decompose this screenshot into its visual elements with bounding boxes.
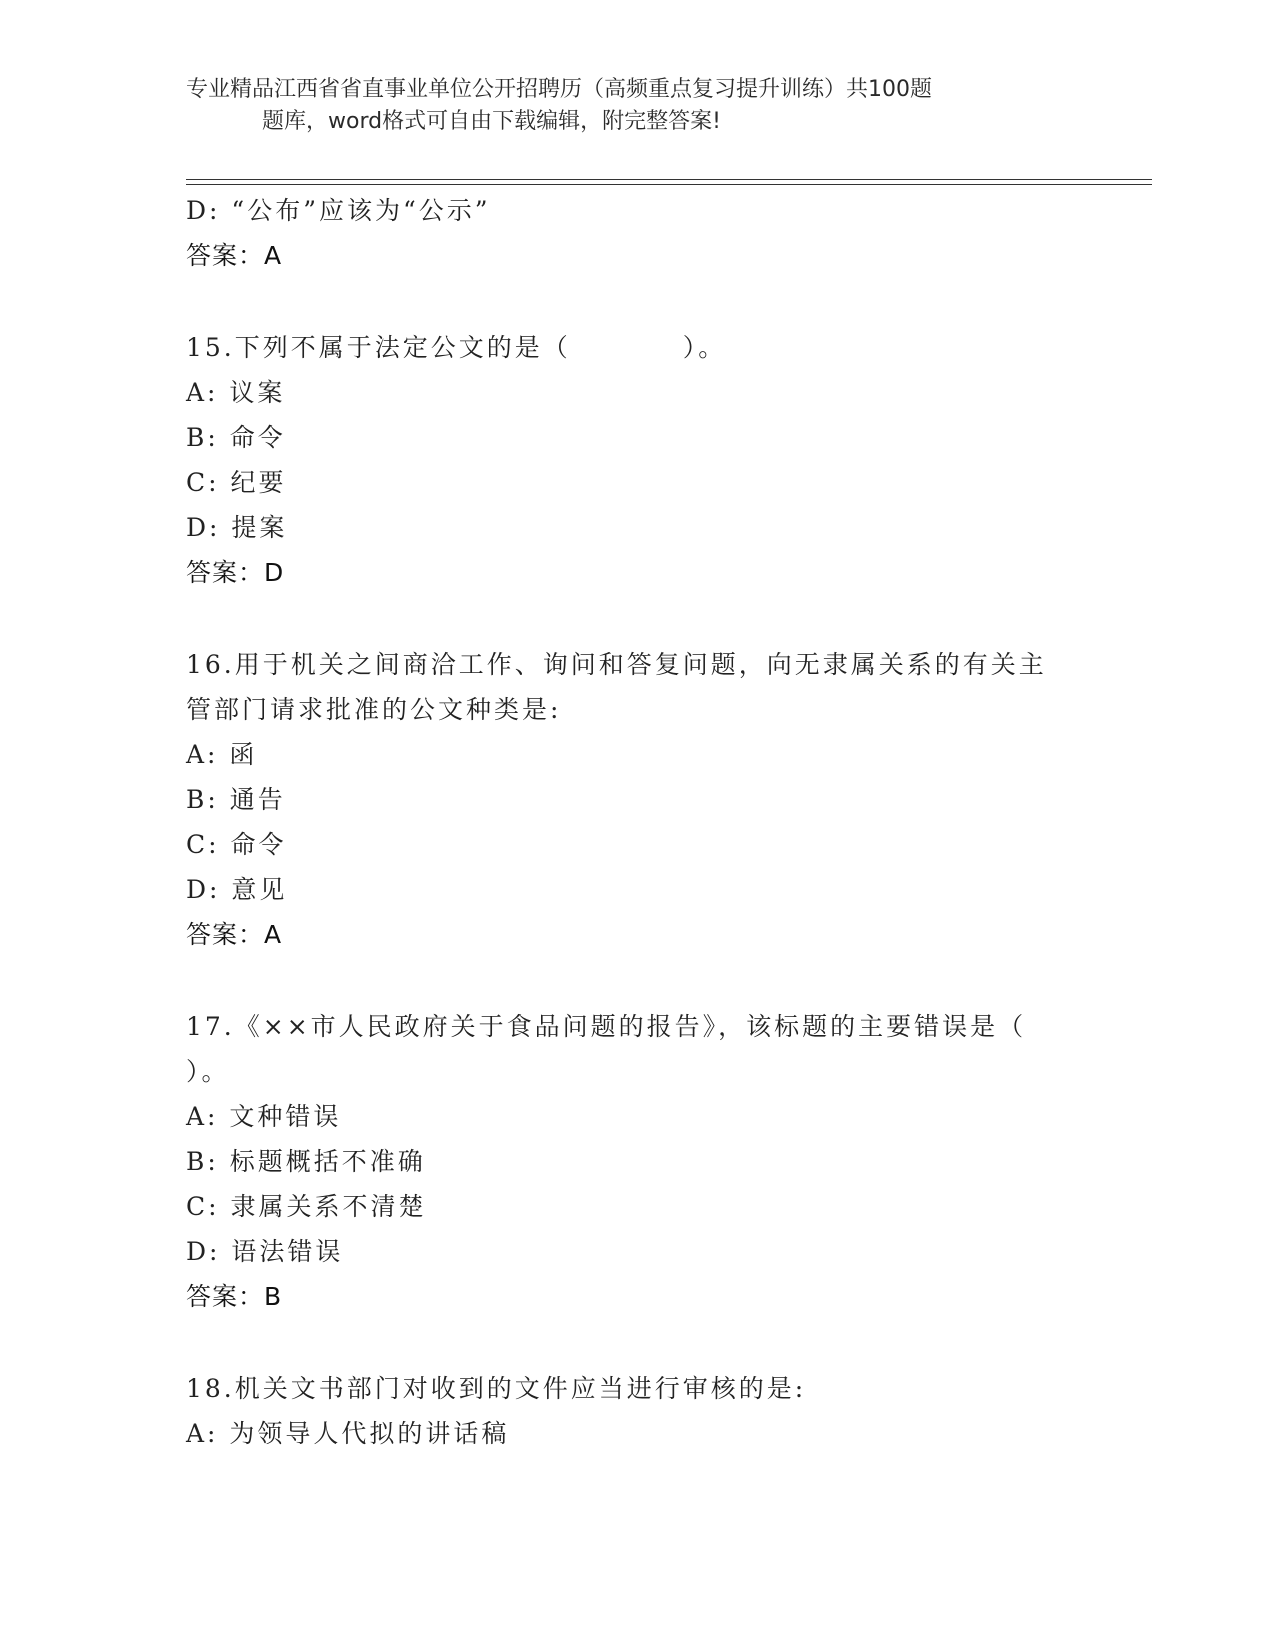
question-text: 15.下列不属于法定公文的是（ ）。 xyxy=(186,333,727,362)
document-header xyxy=(186,74,1066,138)
option-d: D: 语法错误 xyxy=(186,1237,344,1266)
option-c: C: 纪要 xyxy=(186,468,287,497)
option-d: D: “公布”应该为“公示” xyxy=(186,196,491,225)
question-text-continued: 管部门请求批准的公文种类是: xyxy=(186,695,562,724)
question-text: 17.《××市人民政府关于食品问题的报告》，该标题的主要错误是（ xyxy=(186,1012,1027,1041)
option-b: B: 标题概括不准确 xyxy=(186,1147,426,1176)
option-b: B: 命令 xyxy=(186,423,286,452)
option-c: C: 隶属关系不清楚 xyxy=(186,1192,427,1221)
question-15 xyxy=(186,325,1086,595)
option-b: B: 通告 xyxy=(186,785,286,814)
answer: 答案：B xyxy=(186,1282,283,1311)
option-a: A: 为领导人代拟的讲话稿 xyxy=(186,1419,510,1448)
answer: 答案：D xyxy=(186,558,285,587)
option-c: C: 命令 xyxy=(186,830,287,859)
header-line-2: 题库，word格式可自由下载编辑，附完整答案! xyxy=(262,109,721,134)
answer: 答案：A xyxy=(186,241,283,270)
option-d: D: 意见 xyxy=(186,875,288,904)
option-a: A: 文种错误 xyxy=(186,1102,342,1131)
header-line-1: 专业精品江西省省直事业单位公开招聘历（高频重点复习提升训练）共100题 xyxy=(186,77,932,102)
document-body xyxy=(186,188,1086,1456)
question-text: 16.用于机关之间商洽工作、询问和答复问题，向无隶属关系的有关主 xyxy=(186,650,1047,679)
option-a: A: 函 xyxy=(186,740,258,769)
header-rule-top xyxy=(186,179,1152,180)
question-text-continued: ）。 xyxy=(186,1057,230,1086)
question-16 xyxy=(186,642,1086,957)
option-d: D: 提案 xyxy=(186,513,288,542)
question-text: 18.机关文书部门对收到的文件应当进行审核的是: xyxy=(186,1374,807,1403)
question-18 xyxy=(186,1366,1086,1456)
answer: 答案：A xyxy=(186,920,283,949)
question-17 xyxy=(186,1004,1086,1319)
option-a: A: 议案 xyxy=(186,378,286,407)
header-rule-bottom xyxy=(186,184,1152,185)
